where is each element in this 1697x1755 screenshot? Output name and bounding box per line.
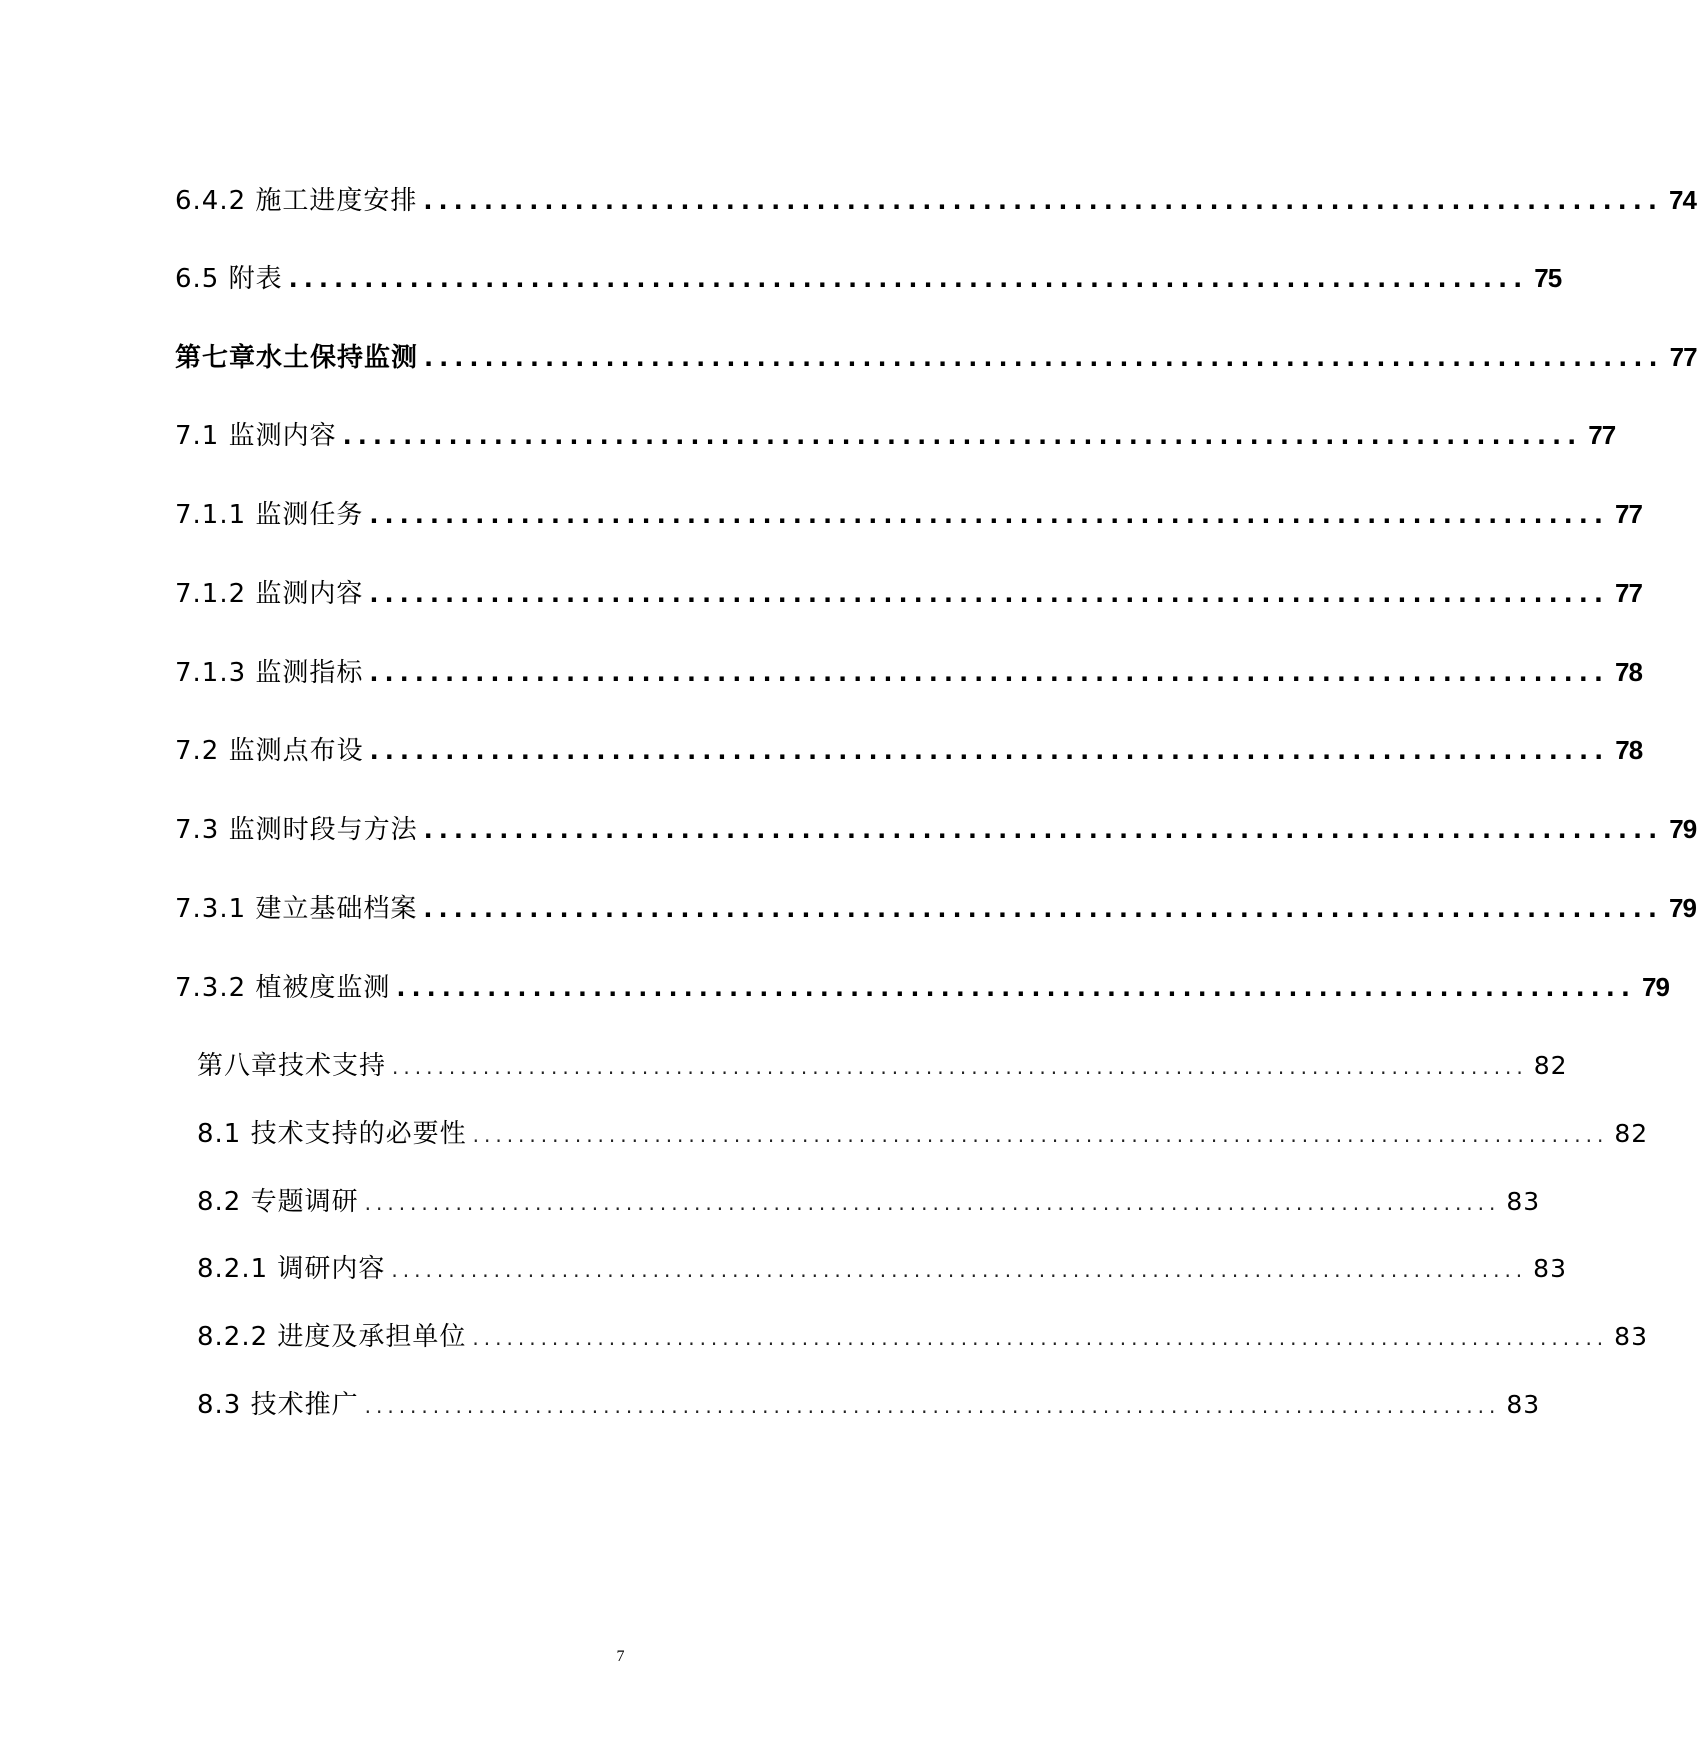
toc-entry-title: 7.3.1 建立基础档案 (175, 894, 418, 924)
toc-entry-title: 技术支持 (278, 1051, 387, 1081)
toc-entry-title: 7.2 监测点布设 (175, 736, 364, 766)
dot-leader: .................................................................................. (342, 422, 1583, 450)
toc-chapter-label: 第八章 (197, 1051, 279, 1081)
toc-entry[interactable] (175, 180, 1696, 220)
toc-entry-title: 6.5 附表 (175, 264, 283, 294)
toc-entry-title: 8.1 技术支持的必要性 (197, 1119, 467, 1149)
toc-entry-title: 7.1.3 监测指标 (175, 658, 364, 688)
toc-entry[interactable] (175, 967, 1669, 1007)
toc-entry-title: 8.2.2 进度及承担单位 (197, 1322, 467, 1352)
toc-entry[interactable] (175, 730, 1643, 770)
dot-leader: .................................................................................................... (392, 1055, 1528, 1079)
dot-leader: .................................................................................. (369, 659, 1610, 687)
dot-leader: .................................................................................. (423, 816, 1664, 844)
dot-leader: .................................................................................................... (364, 1394, 1501, 1418)
dot-leader: .................................................................................................... (364, 1191, 1501, 1215)
toc-entry[interactable] (175, 573, 1642, 613)
dot-leader: .................................................................................. (423, 895, 1664, 923)
toc-entry-title: 8.2.1 调研内容 (197, 1254, 386, 1284)
toc-entry-page: 83 (1614, 1322, 1648, 1351)
dot-leader: .................................................................................. (369, 501, 1610, 529)
toc-entry-title: 8.2 专题调研 (197, 1187, 359, 1217)
toc-entry[interactable] (197, 1113, 1649, 1153)
toc-entry-page: 79 (1642, 972, 1669, 1002)
dot-leader: .................................................................................. (369, 580, 1610, 608)
toc-entry[interactable] (175, 415, 1616, 455)
toc-entry-title: 水土保持监测 (256, 343, 419, 373)
dot-leader: .................................................................................. (369, 737, 1610, 765)
toc-entry-page: 78 (1615, 657, 1642, 687)
toc-entry-title: 6.4.2 施工进度安排 (175, 186, 418, 216)
toc-entry-title: 8.3 技术推广 (197, 1390, 359, 1420)
dot-leader: .................................................................................................... (391, 1258, 1528, 1282)
toc-entry-page: 77 (1588, 420, 1616, 450)
dot-leader: .................................................................................. (423, 187, 1664, 215)
toc-entry-page: 83 (1506, 1187, 1541, 1216)
dot-leader: .................................................................................. (396, 974, 1637, 1002)
toc-entry-page: 82 (1533, 1051, 1568, 1080)
toc-entry-title: 7.3 监测时段与方法 (175, 815, 418, 845)
toc-entry[interactable] (175, 494, 1642, 534)
toc-entry[interactable] (175, 258, 1562, 298)
toc-chapter-entry[interactable] (175, 337, 1697, 377)
toc-entry-title: 7.1.2 监测内容 (175, 579, 364, 609)
dot-leader: .................................................................................. (424, 344, 1664, 372)
toc-entry-page: 74 (1669, 185, 1696, 215)
toc-entry-page: 83 (1506, 1390, 1541, 1419)
toc-entry-title: 7.3.2 植被度监测 (175, 973, 391, 1003)
toc-entry-page: 83 (1533, 1254, 1567, 1283)
toc-entry[interactable] (175, 809, 1697, 849)
dot-leader: .................................................................................................... (472, 1326, 1609, 1350)
toc-entry-title: 7.1 监测内容 (175, 421, 337, 451)
toc-entry[interactable] (197, 1384, 1541, 1424)
toc-chapter-label: 第七章 (175, 343, 257, 373)
toc-entry-page: 82 (1614, 1119, 1649, 1148)
toc-entry-page: 77 (1615, 499, 1642, 529)
dot-leader: .................................................................................................... (472, 1123, 1609, 1147)
toc-entry[interactable] (175, 652, 1642, 692)
toc-entry-page: 79 (1669, 814, 1697, 844)
toc-entry[interactable] (175, 888, 1696, 928)
toc-entry-page: 77 (1669, 342, 1697, 372)
toc-entry[interactable] (197, 1316, 1648, 1356)
toc-entry[interactable] (197, 1248, 1567, 1288)
page-number: 7 (616, 1648, 625, 1665)
toc-entry-page: 78 (1615, 735, 1643, 765)
toc-entry-page: 75 (1534, 263, 1562, 293)
toc-entry[interactable] (197, 1181, 1541, 1221)
toc-chapter-entry[interactable] (197, 1045, 1568, 1085)
toc-entry-page: 79 (1669, 893, 1696, 923)
dot-leader: .................................................................................. (288, 265, 1529, 293)
toc-entry-page: 77 (1615, 578, 1642, 608)
toc-entry-title: 7.1.1 监测任务 (175, 500, 364, 530)
